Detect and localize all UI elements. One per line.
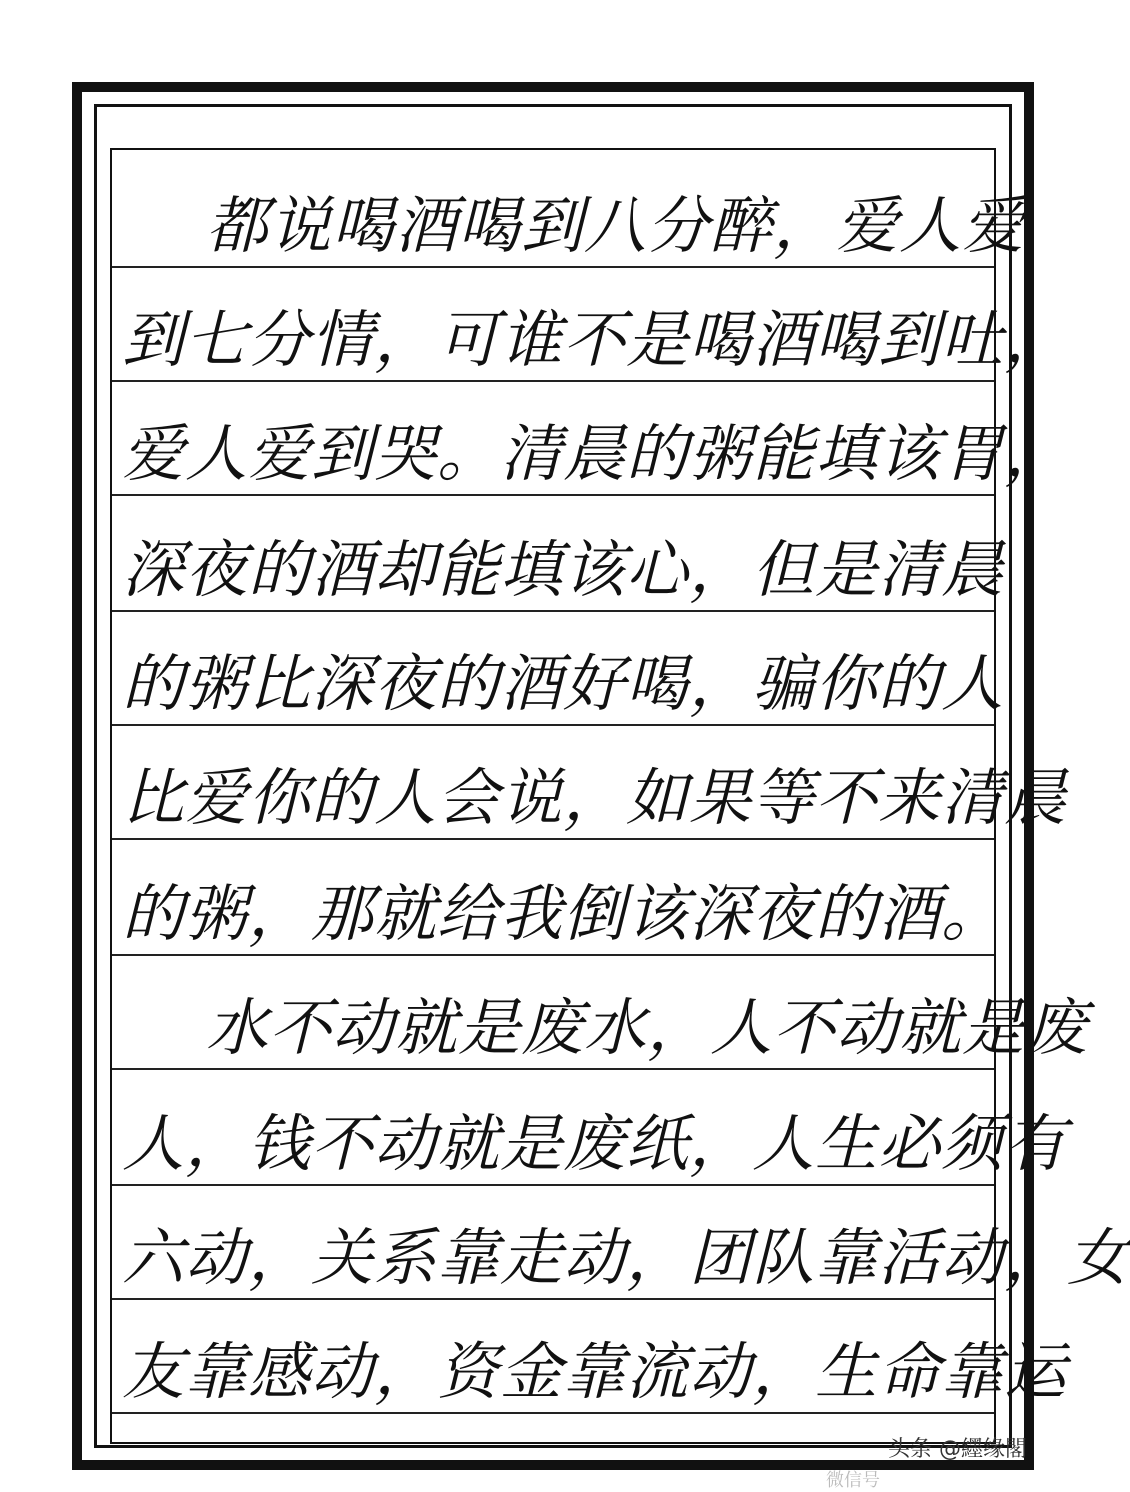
watermark-faint-text: 微信号 — [826, 1470, 880, 1491]
text-line: 深夜的酒却能填该心，但是清晨 — [122, 533, 1005, 606]
text-line: 水不动就是废水，人不动就是废 — [206, 991, 1089, 1064]
text-line: 人，钱不动就是废纸，人生必须有 — [122, 1107, 1068, 1180]
text-line: 比爱你的人会说，如果等不来清晨 — [122, 761, 1068, 834]
watermark-text: 头条 @纆缘閣 — [888, 1437, 1027, 1462]
text-line: 的粥，那就给我倒该深夜的酒。 — [122, 877, 1005, 950]
text-line: 的粥比深夜的酒好喝，骗你的人 — [122, 647, 1005, 720]
text-line: 友靠感动，资金靠流动，生命靠运 — [122, 1335, 1068, 1408]
text-line: 六动，关系靠走动，团队靠活动，女 — [122, 1221, 1130, 1294]
text-line: 到七分情，可谁不是喝酒喝到吐， — [122, 303, 1068, 376]
text-line: 都说喝酒喝到八分醉，爱人爱 — [206, 189, 1026, 262]
text-line: 爱人爱到哭。清晨的粥能填该胃， — [122, 417, 1068, 490]
